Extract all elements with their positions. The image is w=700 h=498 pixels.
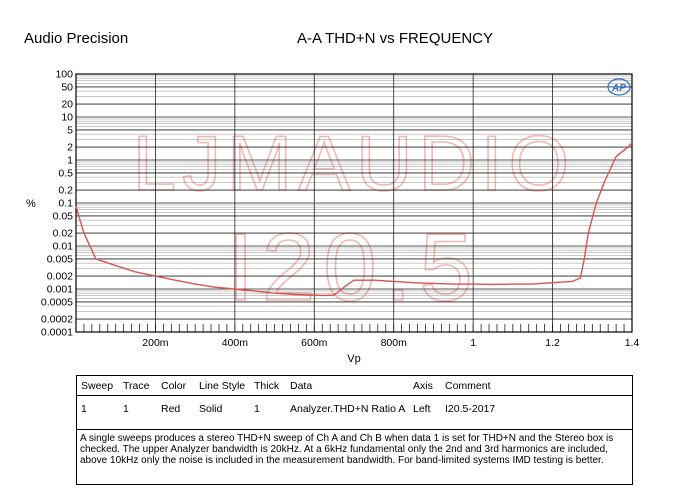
legend-data-row [77, 399, 632, 419]
legend-header-trace: Trace [123, 380, 150, 392]
legend-header-line-style: Line Style [199, 380, 246, 392]
legend-cell-sweep: 1 [81, 403, 87, 415]
x-tick-label: 800m [380, 337, 407, 349]
y-tick-label: 0.005 [46, 253, 73, 266]
legend-header-color: Color [161, 380, 187, 392]
legend-cell-color: Red [161, 403, 181, 415]
y-tick-label: 0.05 [52, 210, 73, 223]
x-tick-label: 600m [301, 337, 328, 349]
x-tick-label: 200m [142, 337, 169, 349]
x-tick-label: 1 [470, 337, 477, 349]
legend-cell-thick: 1 [254, 403, 260, 415]
y-tick-label: 50 [61, 81, 73, 94]
x-tick-label: 400m [221, 337, 248, 349]
y-tick-label: 1 [67, 154, 73, 167]
legend-divider [77, 395, 632, 396]
legend-cell-comment: I20.5-2017 [445, 403, 496, 415]
legend-note: A single sweeps produces a stereo THD+N sweep of Ch A and Ch B when data 1 is set for THD+N and the Stereo box is checked. The upper Analyzer bandwidth is 20kHz. At a 6kHz fundamental only the 2nd and 3rd harmonics are included, above 10kHz only the noise is included in the measurement bandwidth. For band-limited systems IMD testing is better. [80, 433, 614, 467]
watermark-line-2: I20.5 [227, 214, 481, 321]
legend-cell-axis: Left [413, 403, 431, 415]
y-tick-label: 0.001 [46, 283, 73, 296]
y-tick-label: 10 [61, 111, 73, 124]
legend-header-comment: Comment [445, 380, 491, 392]
y-tick-label: 5 [67, 124, 73, 137]
y-tick-label: 0.02 [52, 227, 73, 240]
watermark-line-1: LJMAUDIO [132, 119, 576, 207]
y-tick-label: 0.1 [58, 197, 73, 210]
legend-cell-trace: 1 [123, 403, 129, 415]
y-tick-label: 100 [55, 68, 73, 81]
y-tick-label: 0.0002 [40, 313, 73, 326]
legend-divider-note [77, 429, 632, 430]
y-tick-label: 0.0005 [40, 296, 73, 309]
x-axis-label: Vp [347, 353, 361, 365]
legend-header-row [77, 376, 632, 396]
y-tick-label: 0.0001 [40, 326, 73, 339]
brand-label: Audio Precision [24, 30, 129, 47]
y-tick-label: 0.01 [52, 240, 73, 253]
x-tick-label: 1.4 [624, 337, 640, 349]
y-tick-label: 0.5 [58, 167, 73, 180]
legend-header-sweep: Sweep [81, 380, 114, 392]
y-axis-label: % [26, 198, 36, 210]
y-tick-label: 0.2 [58, 184, 73, 197]
legend-header-axis: Axis [413, 380, 433, 392]
legend-table [76, 375, 633, 485]
legend-cell-line-style: Solid [199, 403, 223, 415]
chart-title: A-A THD+N vs FREQUENCY [296, 30, 493, 47]
legend-header-thick: Thick [254, 380, 280, 392]
legend-cell-data: Analyzer.THD+N Ratio A [290, 403, 406, 415]
y-tick-label: 20 [61, 98, 73, 111]
svg-text:AP: AP [612, 83, 626, 94]
legend-header-data: Data [290, 380, 313, 392]
y-tick-label: 0.002 [46, 270, 73, 283]
y-tick-label: 2 [67, 141, 73, 154]
x-tick-label: 1.2 [545, 337, 560, 349]
